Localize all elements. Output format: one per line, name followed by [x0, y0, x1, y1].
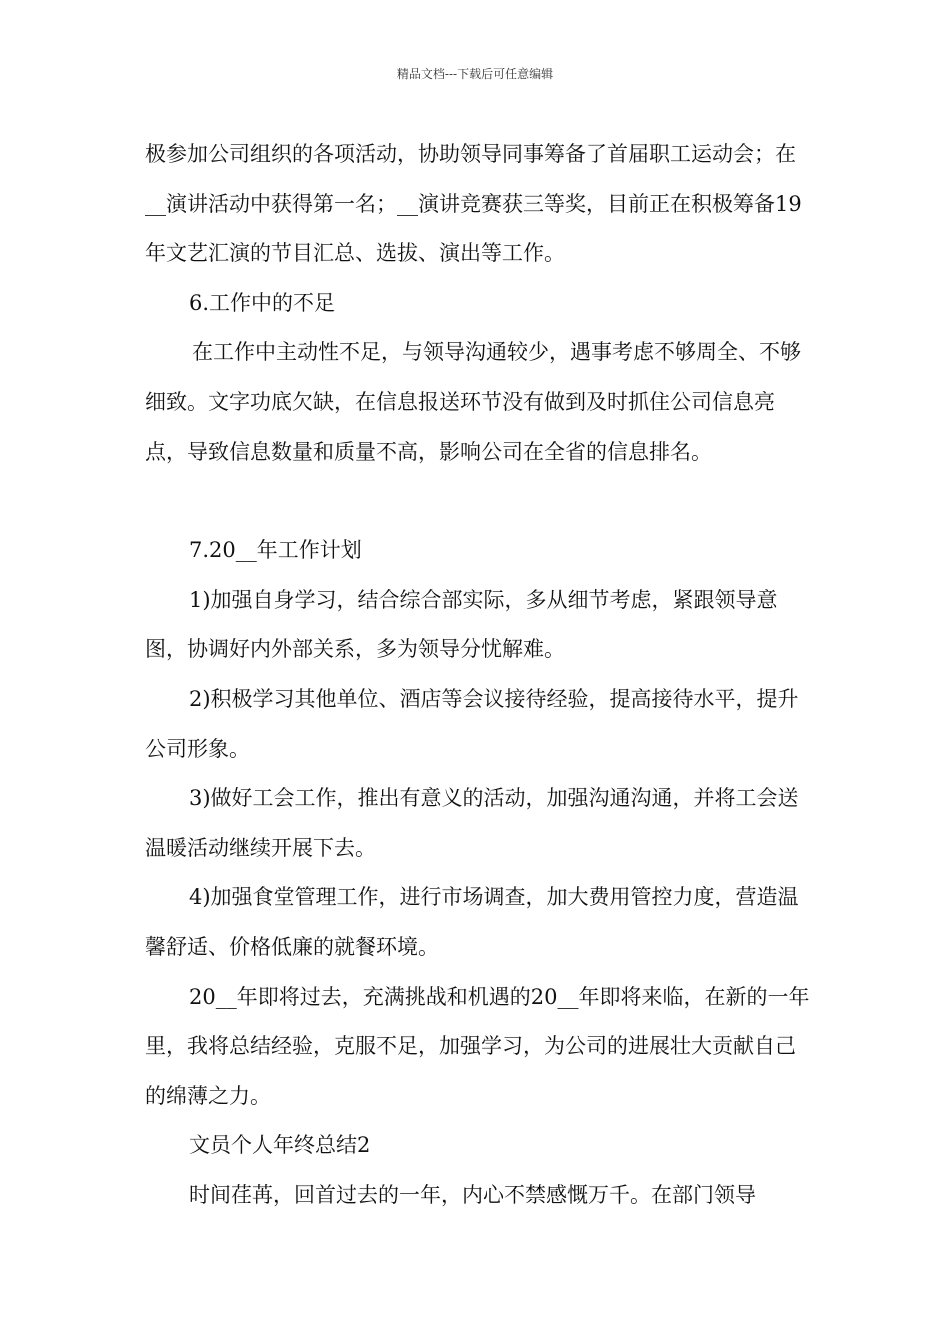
- paragraph-summary-2-intro: 时间荏苒，回首过去的一年，内心不禁感慨万千。在部门领导: [189, 1182, 756, 1207]
- section-heading-shortcomings: 6.工作中的不足: [189, 290, 336, 315]
- section-heading-work-plan: 7.20__年工作计划: [189, 538, 362, 563]
- paragraph-activities: 极参加公司组织的各项活动，协助领导同事筹备了首届职工运动会；在__演讲活动中获得第一名；__演讲竞赛获三等奖，目前正在积极筹备19年文艺汇演的节目汇总、选拔、演出等工作。: [145, 142, 802, 266]
- page-header: 精品文档---下载后可任意编辑: [396, 67, 554, 81]
- section-title-summary-2: 文员个人年终总结2: [189, 1133, 371, 1158]
- plan-item-4: 4)加强食堂管理工作，进行市场调查，加大费用管控力度，营造温馨舒适、价格低廉的就餐环境。: [145, 885, 799, 959]
- paragraph-shortcomings: 在工作中主动性不足，与领导沟通较少，遇事考虑不够周全、不够细致。文字功底欠缺，在信息报送环节没有做到及时抓住公司信息亮点，导致信息数量和质量不高，影响公司在全省的信息排名。: [145, 340, 801, 464]
- paragraph-closing: 20__年即将过去，充满挑战和机遇的20__年即将来临，在新的一年里，我将总结经验，克服不足，加强学习，为公司的进展壮大贡献自己的绵薄之力。: [145, 984, 810, 1108]
- plan-item-1: 1)加强自身学习，结合综合部实际，多从细节考虑，紧跟领导意图，协调好内外部关系，多为领导分忧解难。: [145, 587, 778, 662]
- document-body: [145, 130, 815, 1220]
- plan-item-3: 3)做好工会工作，推出有意义的活动，加强沟通沟通，并将工会送温暖活动继续开展下去。: [145, 786, 799, 860]
- plan-item-2: 2)积极学习其他单位、酒店等会议接待经验，提高接待水平，提升公司形象。: [145, 686, 799, 761]
- paragraph-spacer: [145, 477, 815, 526]
